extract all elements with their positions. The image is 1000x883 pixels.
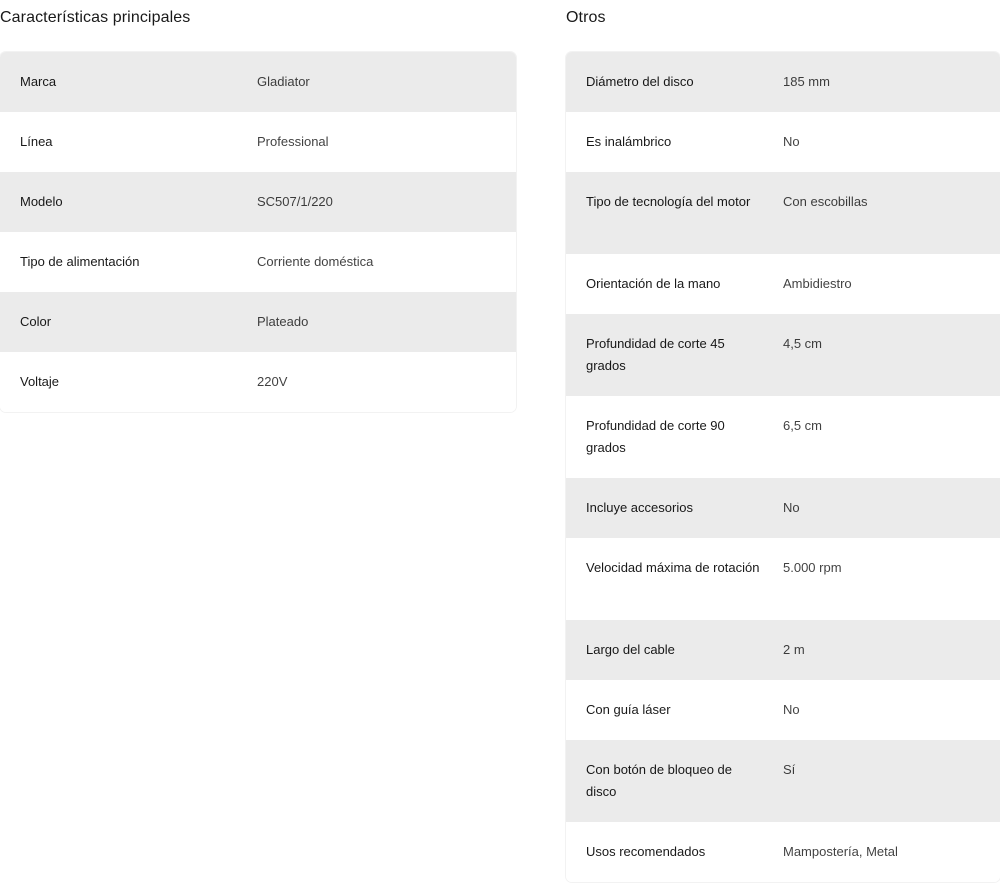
spec-value: No <box>783 500 800 515</box>
spec-key: Diámetro del disco <box>586 74 694 89</box>
spec-value: Professional <box>257 134 329 149</box>
spec-value: 185 mm <box>783 74 830 89</box>
spec-key: Profundidad de corte 90 grados <box>586 418 725 455</box>
spec-value: No <box>783 134 800 149</box>
spec-key: Voltaje <box>20 374 60 389</box>
table-row <box>566 396 1000 478</box>
spec-key: Usos recomendados <box>586 844 706 859</box>
other-specs-table <box>566 52 1000 882</box>
spec-value: 4,5 cm <box>783 336 823 351</box>
table-row <box>566 254 1000 314</box>
spec-key: Es inalámbrico <box>586 134 672 149</box>
spec-value: 220V <box>257 374 288 389</box>
other-section-title: Otros <box>566 9 606 26</box>
spec-value: SC507/1/220 <box>257 194 333 209</box>
spec-value: Mampostería, Metal <box>783 844 898 859</box>
table-row <box>566 478 1000 538</box>
spec-value: No <box>783 702 800 717</box>
table-row <box>566 538 1000 620</box>
table-row <box>0 112 516 172</box>
other-section <box>566 0 1000 859</box>
spec-value: Plateado <box>257 314 309 329</box>
spec-key: Modelo <box>20 194 63 209</box>
table-row <box>566 314 1000 396</box>
table-row <box>566 680 1000 740</box>
spec-value: Sí <box>783 762 796 777</box>
spec-value: Ambidiestro <box>783 276 852 291</box>
table-row <box>0 232 516 292</box>
spec-key: Orientación de la mano <box>586 276 721 291</box>
spec-value: 5.000 rpm <box>783 560 842 575</box>
spec-value: Gladiator <box>257 74 310 89</box>
spec-key: Velocidad máxima de rotación <box>586 560 760 575</box>
spec-value: Con escobillas <box>783 194 868 209</box>
spec-key: Línea <box>20 134 53 149</box>
spec-value: 2 m <box>783 642 805 657</box>
table-row <box>566 620 1000 680</box>
table-row <box>566 172 1000 254</box>
table-row <box>566 822 1000 882</box>
main-features-table <box>0 52 516 412</box>
spec-key: Largo del cable <box>586 642 675 657</box>
spec-key: Con botón de bloqueo de disco <box>586 762 733 799</box>
table-row <box>566 112 1000 172</box>
main-features-title: Características principales <box>0 9 191 26</box>
spec-key: Incluye accesorios <box>586 500 693 515</box>
table-row <box>0 172 516 232</box>
table-row <box>0 52 516 112</box>
spec-key: Tipo de tecnología del motor <box>586 194 751 209</box>
table-row <box>0 292 516 352</box>
table-row <box>566 52 1000 112</box>
table-row <box>0 352 516 412</box>
spec-key: Tipo de alimentación <box>20 254 140 269</box>
table-row <box>566 740 1000 822</box>
main-features-section <box>0 0 516 389</box>
spec-key: Profundidad de corte 45 grados <box>586 336 725 373</box>
spec-key: Con guía láser <box>586 702 671 717</box>
spec-value: 6,5 cm <box>783 418 823 433</box>
spec-key: Marca <box>20 74 57 89</box>
spec-value: Corriente doméstica <box>257 254 374 269</box>
spec-key: Color <box>20 314 52 329</box>
